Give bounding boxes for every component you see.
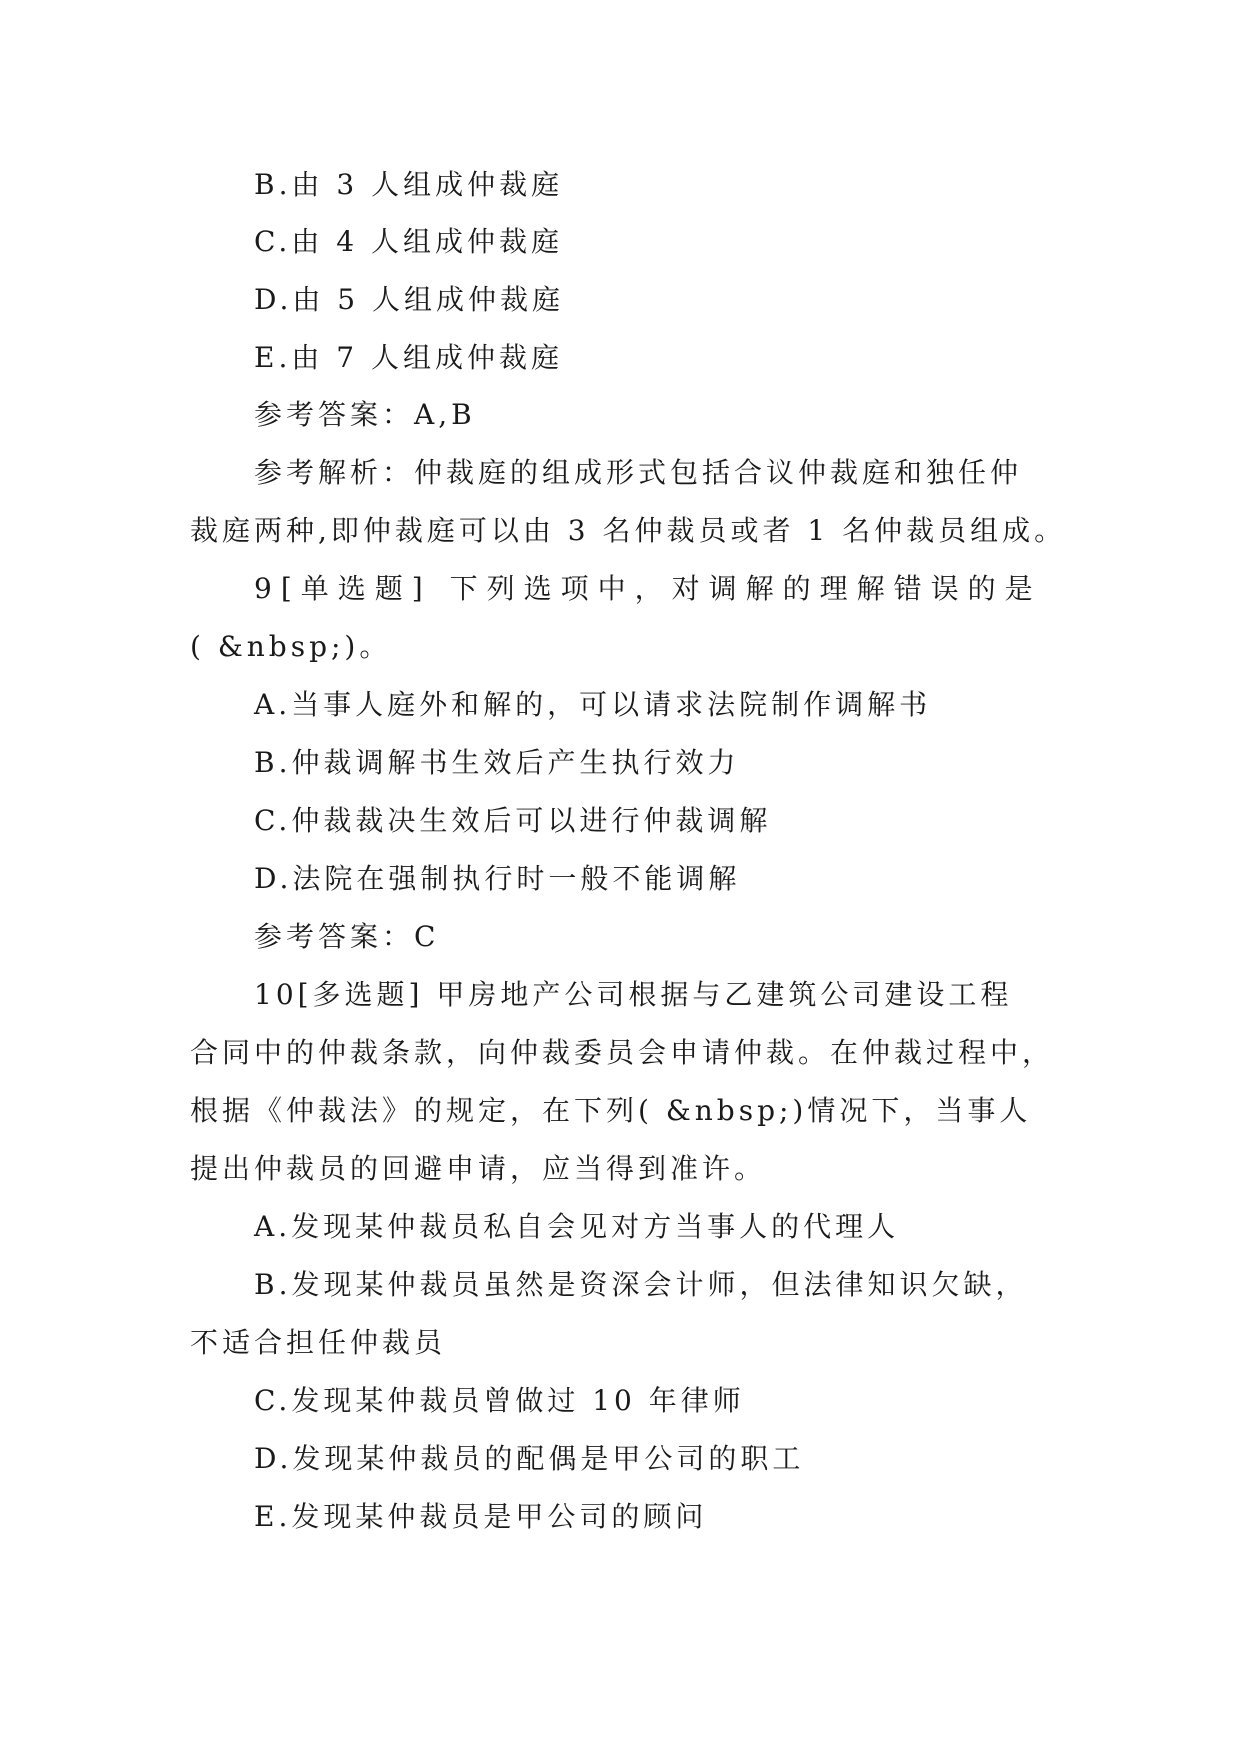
q8-option-d: D.由 5 人组成仲裁庭 <box>254 283 564 316</box>
q9-stem-line-2: ( &nbsp;)。 <box>190 630 392 663</box>
q8-analysis-line-1: 参考解析：仲裁庭的组成形式包括合议仲裁庭和独任仲 <box>254 456 1023 489</box>
q10-option-b-line-1: B.发现某仲裁员虽然是资深会计师，但法律知识欠缺， <box>254 1268 1028 1301</box>
q10-option-a: A.发现某仲裁员私自会见对方当事人的代理人 <box>254 1210 900 1243</box>
q9-option-d: D.法院在强制执行时一般不能调解 <box>254 862 741 895</box>
q8-analysis-line-2: 裁庭两种,即仲裁庭可以由 3 名仲裁员或者 1 名仲裁员组成。 <box>190 514 1067 547</box>
q10-stem-line-3: 根据《仲裁法》的规定，在下列( &nbsp;)情况下，当事人 <box>190 1094 1032 1127</box>
q8-answer: 参考答案：A,B <box>254 398 476 431</box>
q10-stem-line-2: 合同中的仲裁条款，向仲裁委员会申请仲裁。在仲裁过程中， <box>190 1036 1055 1069</box>
q9-answer: 参考答案：C <box>254 920 440 953</box>
q10-stem-line-1: 10[多选题] 甲房地产公司根据与乙建筑公司建设工程 <box>254 978 1013 1011</box>
q9-option-c: C.仲裁裁决生效后可以进行仲裁调解 <box>254 804 772 837</box>
q10-option-c: C.发现某仲裁员曾做过 10 年律师 <box>254 1384 745 1417</box>
q8-option-e: E.由 7 人组成仲裁庭 <box>254 341 563 374</box>
q9-option-b: B.仲裁调解书生效后产生执行效力 <box>254 746 740 779</box>
q8-option-b: B.由 3 人组成仲裁庭 <box>254 168 564 201</box>
q8-option-c: C.由 4 人组成仲裁庭 <box>254 225 563 258</box>
q10-option-d: D.发现某仲裁员的配偶是甲公司的职工 <box>254 1442 805 1475</box>
q10-stem-line-4: 提出仲裁员的回避申请，应当得到准许。 <box>190 1152 767 1185</box>
q10-option-e: E.发现某仲裁员是甲公司的顾问 <box>254 1500 708 1533</box>
q9-stem-line-1: 9[单选题] 下列选项中，对调解的理解错误的是 <box>254 572 1042 605</box>
q9-option-a: A.当事人庭外和解的，可以请求法院制作调解书 <box>254 688 932 721</box>
q10-option-b-line-2: 不适合担任仲裁员 <box>190 1326 447 1359</box>
